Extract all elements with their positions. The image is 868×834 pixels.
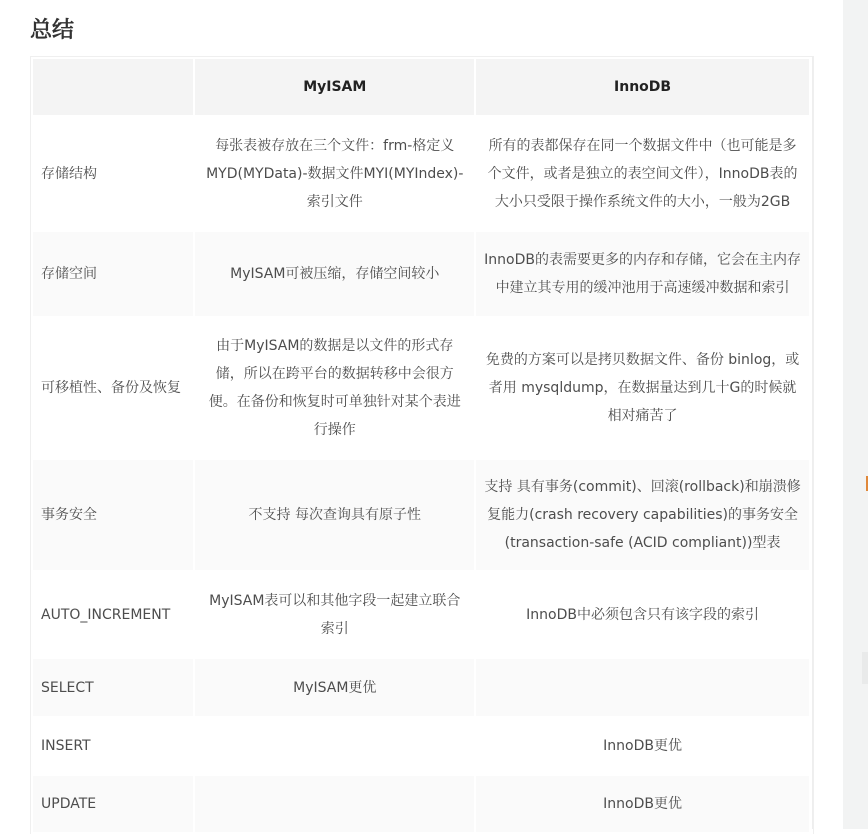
section-title: 总结 — [30, 18, 75, 43]
innodb-cell: InnoDB更优 — [476, 718, 809, 774]
header-feature — [33, 59, 193, 115]
table-row — [33, 232, 809, 316]
table-header-row — [33, 59, 809, 115]
myisam-cell — [195, 776, 474, 832]
myisam-cell: MyISAM可被压缩，存储空间较小 — [195, 232, 474, 316]
feature-cell: 可移植性、备份及恢复 — [33, 318, 193, 458]
table-row — [33, 460, 809, 570]
feature-cell: 存储空间 — [33, 232, 193, 316]
feature-cell: AUTO_INCREMENT — [33, 572, 193, 657]
comparison-table — [31, 57, 811, 834]
myisam-cell: 不支持 每次查询具有原子性 — [195, 460, 474, 570]
table-row — [33, 776, 809, 832]
innodb-cell: InnoDB的表需要更多的内存和存储，它会在主内存中建立其专用的缓冲池用于高速缓冲数据和索引 — [476, 232, 809, 316]
feature-cell: UPDATE — [33, 776, 193, 832]
myisam-cell: MyISAM更优 — [195, 659, 474, 716]
table-row — [33, 318, 809, 458]
innodb-cell: 免费的方案可以是拷贝数据文件、备份 binlog，或者用 mysqldump，在数据量达到几十G的时候就相对痛苦了 — [476, 318, 809, 458]
header-innodb: InnoDB — [476, 59, 809, 115]
right-sidebar — [843, 0, 868, 829]
feature-cell: INSERT — [33, 718, 193, 774]
feature-cell: 存储结构 — [33, 117, 193, 230]
myisam-cell: 由于MyISAM的数据是以文件的形式存储，所以在跨平台的数据转移中会很方便。在备份和恢复时可单独针对某个表进行操作 — [195, 318, 474, 458]
innodb-cell: InnoDB更优 — [476, 776, 809, 832]
content-divider — [812, 56, 813, 829]
table-row — [33, 572, 809, 657]
myisam-cell: 每张表被存放在三个文件：frm-格定义MYD(MYData)-数据文件MYI(MYIndex)-索引文件 — [195, 117, 474, 230]
innodb-cell — [476, 659, 809, 716]
comparison-table-container — [30, 56, 814, 834]
myisam-cell: MyISAM表可以和其他字段一起建立联合索引 — [195, 572, 474, 657]
feature-cell: SELECT — [33, 659, 193, 716]
table-row — [33, 659, 809, 716]
myisam-cell — [195, 718, 474, 774]
header-myisam: MyISAM — [195, 59, 474, 115]
sidebar-block — [862, 652, 868, 684]
innodb-cell: InnoDB中必须包含只有该字段的索引 — [476, 572, 809, 657]
table-row — [33, 718, 809, 774]
table-row — [33, 117, 809, 230]
innodb-cell: 支持 具有事务(commit)、回滚(rollback)和崩溃修复能力(crash recovery capabilities)的事务安全(transaction-safe (ACID compliant))型表 — [476, 460, 809, 570]
feature-cell: 事务安全 — [33, 460, 193, 570]
innodb-cell: 所有的表都保存在同一个数据文件中（也可能是多个文件，或者是独立的表空间文件），InnoDB表的大小只受限于操作系统文件的大小，一般为2GB — [476, 117, 809, 230]
